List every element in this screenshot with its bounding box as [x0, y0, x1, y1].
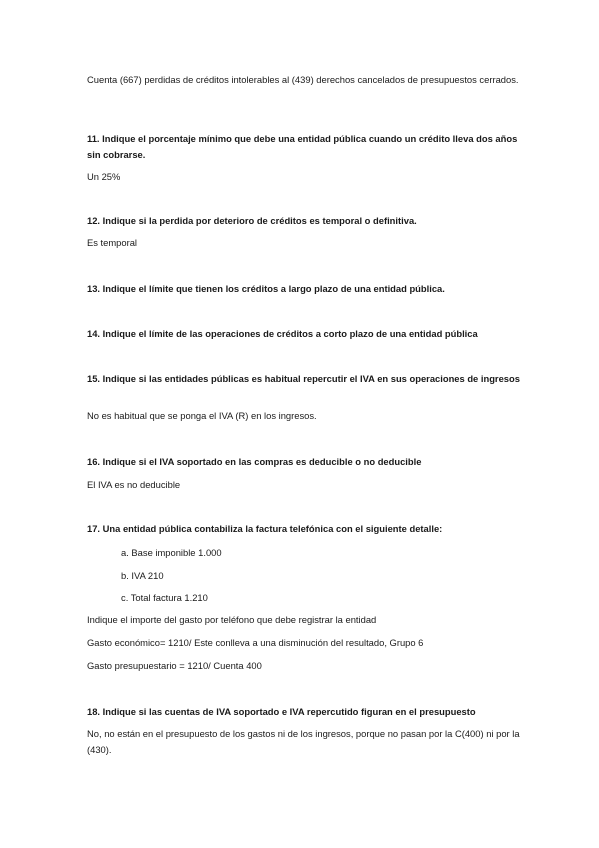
list-item: a. Base imponible 1.000 — [121, 547, 222, 558]
question-13: 13. Indique el límite que tienen los créditos a largo plazo de una entidad pública. — [87, 283, 445, 294]
question-17: 17. Una entidad pública contabiliza la factura telefónica con el siguiente detalle: — [87, 523, 443, 534]
answer-16: El IVA es no deducible — [87, 479, 181, 490]
question-12: 12. Indique si la perdida por deterioro de créditos es temporal o definitiva. — [87, 215, 417, 226]
question-16: 16. Indique si el IVA soportado en las compras es deducible o no deducible — [87, 456, 422, 467]
intro-text: Cuenta (667) perdidas de créditos intolerables al (439) derechos cancelados de presupuestos cerrados. — [87, 74, 519, 85]
answer-18: No, no están en el presupuesto de los gastos ni de los ingresos, porque no pasan por la C(400) ni por la (430). — [87, 728, 520, 755]
answer-17-economic: Gasto económico= 1210/ Este conlleva a una disminución del resultado, Grupo 6 — [87, 637, 424, 648]
question-18: 18. Indique si las cuentas de IVA soportado e IVA repercutido figuran en el presupuesto — [87, 706, 476, 717]
list-item: c. Total factura 1.210 — [121, 592, 208, 603]
answer-15: No es habitual que se ponga el IVA (R) en los ingresos. — [87, 410, 317, 421]
answer-17-prompt: Indique el importe del gasto por teléfono que debe registrar la entidad — [87, 614, 377, 625]
answer-17-budget: Gasto presupuestario = 1210/ Cuenta 400 — [87, 660, 262, 671]
question-14: 14. Indique el límite de las operaciones de créditos a corto plazo de una entidad pública — [87, 328, 478, 339]
question-11: 11. Indique el porcentaje mínimo que debe una entidad pública cuando un crédito lleva dos años sin cobrarse. — [87, 133, 518, 160]
question-15: 15. Indique si las entidades públicas es habitual repercutir el IVA en sus operaciones de ingresos — [87, 373, 520, 384]
answer-11: Un 25% — [87, 171, 121, 182]
list-item: b. IVA 210 — [121, 570, 164, 581]
answer-12: Es temporal — [87, 237, 138, 248]
